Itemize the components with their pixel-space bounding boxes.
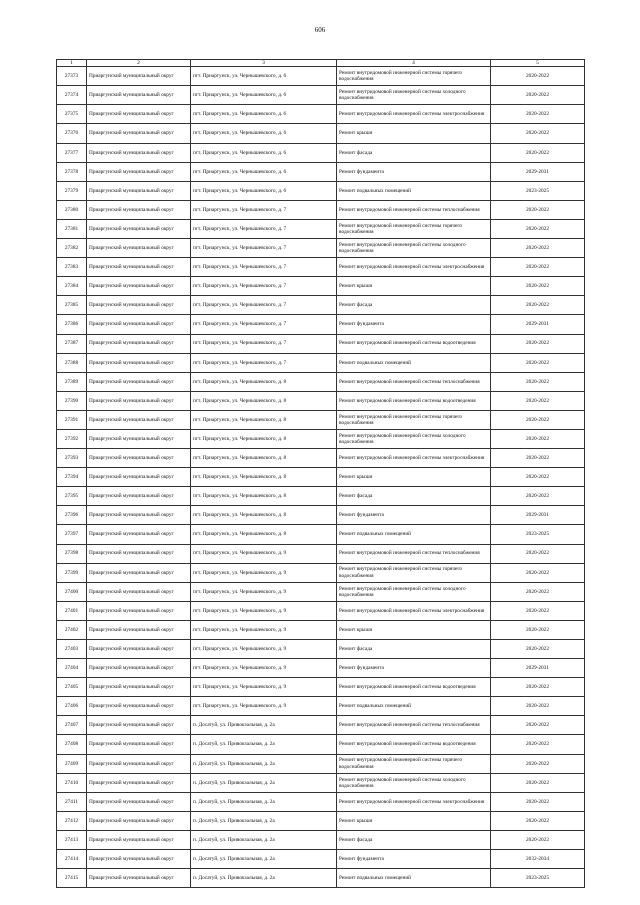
table-row	[57, 372, 585, 391]
municipality-cell: Приаргунский муниципальный округ	[87, 162, 191, 181]
address-cell: пгт. Приаргунск, ул. Чернышевского, д. 8	[191, 449, 337, 468]
row-number-cell: 27381	[57, 219, 87, 238]
work-type-cell: Ремонт внутридомовой инженерной системы холодного водоснабжения	[337, 429, 491, 448]
address-cell: п. Досатуй, ул. Привокзальная, д. 2а	[191, 850, 337, 869]
work-type-cell: Ремонт подвальных помещений	[337, 353, 491, 372]
work-type-cell: Ремонт внутридомовой инженерной системы горячего водоснабжения	[337, 563, 491, 582]
period-cell: 2029-2031	[491, 506, 585, 525]
address-cell: п. Досатуй, ул. Привокзальная, д. 2а	[191, 811, 337, 830]
municipality-cell: Приаргунский муниципальный округ	[87, 773, 191, 792]
work-type-cell: Ремонт внутридомовой инженерной системы теплоснабжения	[337, 544, 491, 563]
municipality-cell: Приаргунский муниципальный округ	[87, 143, 191, 162]
table-row	[57, 716, 585, 735]
period-cell: 2020-2022	[491, 353, 585, 372]
address-cell: пгт. Приаргунск, ул. Чернышевского, д. 7	[191, 200, 337, 219]
period-cell: 2023-2025	[491, 181, 585, 200]
municipality-cell: Приаргунский муниципальный округ	[87, 258, 191, 277]
period-cell: 2020-2022	[491, 105, 585, 124]
work-type-cell: Ремонт внутридомовой инженерной системы электроснабжения	[337, 601, 491, 620]
row-number-cell: 27393	[57, 449, 87, 468]
work-type-cell: Ремонт крыши	[337, 124, 491, 143]
table-row	[57, 792, 585, 811]
row-number-cell: 27405	[57, 678, 87, 697]
table-row	[57, 296, 585, 315]
work-type-cell: Ремонт крыши	[337, 620, 491, 639]
row-number-cell: 27390	[57, 391, 87, 410]
address-cell: пгт. Приаргунск, ул. Чернышевского, д. 9	[191, 544, 337, 563]
period-cell: 2029-2031	[491, 162, 585, 181]
row-number-cell: 27407	[57, 716, 87, 735]
period-cell: 2020-2022	[491, 410, 585, 429]
period-cell: 2020-2022	[491, 296, 585, 315]
address-cell: пгт. Приаргунск, ул. Чернышевского, д. 7	[191, 239, 337, 258]
table-row	[57, 315, 585, 334]
address-cell: пгт. Приаргунск, ул. Чернышевского, д. 8	[191, 391, 337, 410]
period-cell: 2020-2022	[491, 544, 585, 563]
table-row	[57, 124, 585, 143]
row-number-cell: 27374	[57, 86, 87, 105]
header-col-5: 5	[491, 60, 585, 67]
work-type-cell: Ремонт внутридомовой инженерной системы холодного водоснабжения	[337, 773, 491, 792]
municipality-cell: Приаргунский муниципальный округ	[87, 391, 191, 410]
address-cell: п. Досатуй, ул. Привокзальная, д. 2а	[191, 716, 337, 735]
municipality-cell: Приаргунский муниципальный округ	[87, 582, 191, 601]
row-number-cell: 27401	[57, 601, 87, 620]
municipality-cell: Приаргунский муниципальный округ	[87, 735, 191, 754]
table-row	[57, 811, 585, 830]
table-row	[57, 200, 585, 219]
row-number-cell: 27415	[57, 869, 87, 888]
table-row	[57, 735, 585, 754]
row-number-cell: 27377	[57, 143, 87, 162]
address-cell: пгт. Приаргунск, ул. Чернышевского, д. 7	[191, 296, 337, 315]
address-cell: пгт. Приаргунск, ул. Чернышевского, д. 7	[191, 277, 337, 296]
period-cell: 2020-2022	[491, 334, 585, 353]
table-row	[57, 850, 585, 869]
address-cell: пгт. Приаргунск, ул. Чернышевского, д. 9	[191, 601, 337, 620]
period-cell: 2020-2022	[491, 773, 585, 792]
table-row	[57, 258, 585, 277]
municipality-cell: Приаргунский муниципальный округ	[87, 468, 191, 487]
table-row	[57, 487, 585, 506]
work-type-cell: Ремонт фундамента	[337, 659, 491, 678]
table-row	[57, 334, 585, 353]
work-type-cell: Ремонт внутридомовой инженерной системы электроснабжения	[337, 792, 491, 811]
municipality-cell: Приаргунский муниципальный округ	[87, 525, 191, 544]
municipality-cell: Приаргунский муниципальный округ	[87, 697, 191, 716]
table-row	[57, 830, 585, 849]
work-type-cell: Ремонт внутридомовой инженерной системы холодного водоснабжения	[337, 582, 491, 601]
period-cell: 2020-2022	[491, 811, 585, 830]
address-cell: пгт. Приаргунск, ул. Чернышевского, д. 7	[191, 334, 337, 353]
header-col-1: 1	[57, 60, 87, 67]
table-row	[57, 219, 585, 238]
address-cell: пгт. Приаргунск, ул. Чернышевского, д. 6	[191, 124, 337, 143]
row-number-cell: 27400	[57, 582, 87, 601]
row-number-cell: 27396	[57, 506, 87, 525]
municipality-cell: Приаргунский муниципальный округ	[87, 296, 191, 315]
table-row	[57, 697, 585, 716]
address-cell: пгт. Приаргунск, ул. Чернышевского, д. 8	[191, 429, 337, 448]
address-cell: пгт. Приаргунск, ул. Чернышевского, д. 6	[191, 67, 337, 86]
municipality-cell: Приаргунский муниципальный округ	[87, 811, 191, 830]
municipality-cell: Приаргунский муниципальный округ	[87, 659, 191, 678]
row-number-cell: 27410	[57, 773, 87, 792]
period-cell: 2029-2031	[491, 659, 585, 678]
row-number-cell: 27387	[57, 334, 87, 353]
address-cell: пгт. Приаргунск, ул. Чернышевского, д. 9	[191, 563, 337, 582]
row-number-cell: 27376	[57, 124, 87, 143]
row-number-cell: 27395	[57, 487, 87, 506]
row-number-cell: 27373	[57, 67, 87, 86]
period-cell: 2020-2022	[491, 67, 585, 86]
period-cell: 2023-2025	[491, 869, 585, 888]
address-cell: пгт. Приаргунск, ул. Чернышевского, д. 9	[191, 678, 337, 697]
table-row	[57, 353, 585, 372]
row-number-cell: 27413	[57, 830, 87, 849]
period-cell: 2020-2022	[491, 468, 585, 487]
address-cell: пгт. Приаргунск, ул. Чернышевского, д. 8	[191, 506, 337, 525]
municipality-cell: Приаргунский муниципальный округ	[87, 219, 191, 238]
row-number-cell: 27402	[57, 620, 87, 639]
register-table	[56, 59, 585, 888]
address-cell: пгт. Приаргунск, ул. Чернышевского, д. 9	[191, 697, 337, 716]
period-cell: 2020-2022	[491, 86, 585, 105]
table-row	[57, 563, 585, 582]
period-cell: 2020-2022	[491, 582, 585, 601]
row-number-cell: 27404	[57, 659, 87, 678]
period-cell: 2020-2022	[491, 487, 585, 506]
work-type-cell: Ремонт внутридомовой инженерной системы горячего водоснабжения	[337, 754, 491, 773]
municipality-cell: Приаргунский муниципальный округ	[87, 640, 191, 659]
table-row	[57, 601, 585, 620]
address-cell: пгт. Приаргунск, ул. Чернышевского, д. 6	[191, 181, 337, 200]
period-cell: 2020-2022	[491, 200, 585, 219]
row-number-cell: 27406	[57, 697, 87, 716]
work-type-cell: Ремонт крыши	[337, 277, 491, 296]
table-row	[57, 181, 585, 200]
period-cell: 2020-2022	[491, 239, 585, 258]
municipality-cell: Приаргунский муниципальный округ	[87, 429, 191, 448]
period-cell: 2020-2022	[491, 563, 585, 582]
work-type-cell: Ремонт внутридомовой инженерной системы электроснабжения	[337, 105, 491, 124]
work-type-cell: Ремонт внутридомовой инженерной системы горячего водоснабжения	[337, 219, 491, 238]
work-type-cell: Ремонт внутридомовой инженерной системы теплоснабжения	[337, 716, 491, 735]
work-type-cell: Ремонт подвальных помещений	[337, 869, 491, 888]
municipality-cell: Приаргунский муниципальный округ	[87, 105, 191, 124]
work-type-cell: Ремонт фасада	[337, 143, 491, 162]
table-row	[57, 468, 585, 487]
row-number-cell: 27375	[57, 105, 87, 124]
municipality-cell: Приаргунский муниципальный округ	[87, 334, 191, 353]
address-cell: пгт. Приаргунск, ул. Чернышевского, д. 8	[191, 525, 337, 544]
period-cell: 2020-2022	[491, 449, 585, 468]
period-cell: 2020-2022	[491, 754, 585, 773]
municipality-cell: Приаргунский муниципальный округ	[87, 869, 191, 888]
row-number-cell: 27384	[57, 277, 87, 296]
row-number-cell: 27380	[57, 200, 87, 219]
table-row	[57, 525, 585, 544]
row-number-cell: 27398	[57, 544, 87, 563]
address-cell: п. Досатуй, ул. Привокзальная, д. 2а	[191, 869, 337, 888]
row-number-cell: 27391	[57, 410, 87, 429]
work-type-cell: Ремонт внутридомовой инженерной системы электроснабжения	[337, 449, 491, 468]
row-number-cell: 27411	[57, 792, 87, 811]
table-row	[57, 582, 585, 601]
municipality-cell: Приаргунский муниципальный округ	[87, 620, 191, 639]
row-number-cell: 27414	[57, 850, 87, 869]
table-row	[57, 239, 585, 258]
address-cell: пгт. Приаргунск, ул. Чернышевского, д. 9	[191, 582, 337, 601]
table-row	[57, 659, 585, 678]
municipality-cell: Приаргунский муниципальный округ	[87, 239, 191, 258]
municipality-cell: Приаргунский муниципальный округ	[87, 563, 191, 582]
work-type-cell: Ремонт внутридомовой инженерной системы холодного водоснабжения	[337, 239, 491, 258]
municipality-cell: Приаргунский муниципальный округ	[87, 124, 191, 143]
page-number: 606	[314, 26, 326, 34]
municipality-cell: Приаргунский муниципальный округ	[87, 353, 191, 372]
address-cell: п. Досатуй, ул. Привокзальная, д. 2а	[191, 792, 337, 811]
work-type-cell: Ремонт подвальных помещений	[337, 697, 491, 716]
municipality-cell: Приаргунский муниципальный округ	[87, 277, 191, 296]
work-type-cell: Ремонт внутридомовой инженерной системы холодного водоснабжения	[337, 86, 491, 105]
work-type-cell: Ремонт внутридомовой инженерной системы водоотведения	[337, 735, 491, 754]
row-number-cell: 27394	[57, 468, 87, 487]
municipality-cell: Приаргунский муниципальный округ	[87, 792, 191, 811]
period-cell: 2020-2022	[491, 429, 585, 448]
work-type-cell: Ремонт внутридомовой инженерной системы теплоснабжения	[337, 200, 491, 219]
address-cell: пгт. Приаргунск, ул. Чернышевского, д. 8	[191, 468, 337, 487]
row-number-cell: 27412	[57, 811, 87, 830]
header-col-4: 4	[337, 60, 491, 67]
row-number-cell: 27409	[57, 754, 87, 773]
row-number-cell: 27385	[57, 296, 87, 315]
address-cell: п. Досатуй, ул. Привокзальная, д. 2а	[191, 735, 337, 754]
work-type-cell: Ремонт фасада	[337, 487, 491, 506]
work-type-cell: Ремонт внутридомовой инженерной системы горячего водоснабжения	[337, 67, 491, 86]
table-row	[57, 105, 585, 124]
row-number-cell: 27383	[57, 258, 87, 277]
municipality-cell: Приаргунский муниципальный округ	[87, 449, 191, 468]
period-cell: 2020-2022	[491, 830, 585, 849]
work-type-cell: Ремонт крыши	[337, 811, 491, 830]
period-cell: 2020-2022	[491, 620, 585, 639]
period-cell: 2020-2022	[491, 716, 585, 735]
row-number-cell: 27403	[57, 640, 87, 659]
period-cell: 2020-2022	[491, 601, 585, 620]
row-number-cell: 27408	[57, 735, 87, 754]
period-cell: 2020-2022	[491, 697, 585, 716]
period-cell: 2020-2022	[491, 277, 585, 296]
table-header-row	[57, 60, 585, 67]
row-number-cell: 27382	[57, 239, 87, 258]
period-cell: 2023-2025	[491, 525, 585, 544]
address-cell: п. Досатуй, ул. Привокзальная, д. 2а	[191, 830, 337, 849]
period-cell: 2020-2022	[491, 258, 585, 277]
work-type-cell: Ремонт фундамента	[337, 506, 491, 525]
municipality-cell: Приаргунский муниципальный округ	[87, 86, 191, 105]
work-type-cell: Ремонт внутридомовой инженерной системы электроснабжения	[337, 258, 491, 277]
address-cell: пгт. Приаргунск, ул. Чернышевского, д. 6	[191, 143, 337, 162]
work-type-cell: Ремонт внутридомовой инженерной системы теплоснабжения	[337, 372, 491, 391]
municipality-cell: Приаргунский муниципальный округ	[87, 67, 191, 86]
row-number-cell: 27379	[57, 181, 87, 200]
work-type-cell: Ремонт фасада	[337, 830, 491, 849]
municipality-cell: Приаргунский муниципальный округ	[87, 754, 191, 773]
work-type-cell: Ремонт внутридомовой инженерной системы горячего водоснабжения	[337, 410, 491, 429]
address-cell: пгт. Приаргунск, ул. Чернышевского, д. 7	[191, 219, 337, 238]
address-cell: пгт. Приаргунск, ул. Чернышевского, д. 7	[191, 315, 337, 334]
table-body	[57, 60, 585, 888]
address-cell: пгт. Приаргунск, ул. Чернышевского, д. 7	[191, 353, 337, 372]
row-number-cell: 27388	[57, 353, 87, 372]
row-number-cell: 27378	[57, 162, 87, 181]
work-type-cell: Ремонт фундамента	[337, 315, 491, 334]
municipality-cell: Приаргунский муниципальный округ	[87, 200, 191, 219]
period-cell: 2020-2022	[491, 143, 585, 162]
row-number-cell: 27397	[57, 525, 87, 544]
address-cell: пгт. Приаргунск, ул. Чернышевского, д. 8	[191, 410, 337, 429]
period-cell: 2020-2022	[491, 640, 585, 659]
row-number-cell: 27389	[57, 372, 87, 391]
work-type-cell: Ремонт фасада	[337, 640, 491, 659]
table-row	[57, 429, 585, 448]
table-row	[57, 410, 585, 429]
period-cell: 2020-2022	[491, 678, 585, 697]
period-cell: 2020-2022	[491, 792, 585, 811]
address-cell: пгт. Приаргунск, ул. Чернышевского, д. 9	[191, 620, 337, 639]
table-row	[57, 86, 585, 105]
address-cell: пгт. Приаргунск, ул. Чернышевского, д. 6	[191, 162, 337, 181]
table-row	[57, 678, 585, 697]
row-number-cell: 27386	[57, 315, 87, 334]
table-row	[57, 391, 585, 410]
header-col-2: 2	[87, 60, 191, 67]
work-type-cell: Ремонт внутридомовой инженерной системы водоотведения	[337, 334, 491, 353]
table-row	[57, 67, 585, 86]
work-type-cell: Ремонт внутридомовой инженерной системы водоотведения	[337, 391, 491, 410]
table-row	[57, 506, 585, 525]
work-type-cell: Ремонт подвальных помещений	[337, 181, 491, 200]
table-row	[57, 754, 585, 773]
municipality-cell: Приаргунский муниципальный округ	[87, 601, 191, 620]
table-row	[57, 143, 585, 162]
municipality-cell: Приаргунский муниципальный округ	[87, 487, 191, 506]
municipality-cell: Приаргунский муниципальный округ	[87, 544, 191, 563]
period-cell: 2020-2022	[491, 219, 585, 238]
work-type-cell: Ремонт внутридомовой инженерной системы водоотведения	[337, 678, 491, 697]
table-row	[57, 869, 585, 888]
period-cell: 2020-2022	[491, 372, 585, 391]
address-cell: пгт. Приаргунск, ул. Чернышевского, д. 7	[191, 258, 337, 277]
address-cell: пгт. Приаргунск, ул. Чернышевского, д. 9	[191, 640, 337, 659]
table-row	[57, 773, 585, 792]
municipality-cell: Приаргунский муниципальный округ	[87, 830, 191, 849]
work-type-cell: Ремонт подвальных помещений	[337, 525, 491, 544]
table-row	[57, 640, 585, 659]
period-cell: 2020-2022	[491, 735, 585, 754]
row-number-cell: 27392	[57, 429, 87, 448]
municipality-cell: Приаргунский муниципальный округ	[87, 678, 191, 697]
municipality-cell: Приаргунский муниципальный округ	[87, 372, 191, 391]
work-type-cell: Ремонт фундамента	[337, 850, 491, 869]
table-row	[57, 277, 585, 296]
table-row	[57, 620, 585, 639]
table-row	[57, 449, 585, 468]
address-cell: п. Досатуй, ул. Привокзальная, д. 2а	[191, 773, 337, 792]
table-row	[57, 544, 585, 563]
period-cell: 2020-2022	[491, 124, 585, 143]
address-cell: пгт. Приаргунск, ул. Чернышевского, д. 6	[191, 105, 337, 124]
work-type-cell: Ремонт фасада	[337, 296, 491, 315]
address-cell: п. Досатуй, ул. Привокзальная, д. 2а	[191, 754, 337, 773]
period-cell: 2020-2022	[491, 391, 585, 410]
municipality-cell: Приаргунский муниципальный округ	[87, 181, 191, 200]
table-row	[57, 162, 585, 181]
address-cell: пгт. Приаргунск, ул. Чернышевского, д. 6	[191, 86, 337, 105]
address-cell: пгт. Приаргунск, ул. Чернышевского, д. 8	[191, 372, 337, 391]
municipality-cell: Приаргунский муниципальный округ	[87, 850, 191, 869]
header-col-3: 3	[191, 60, 337, 67]
address-cell: пгт. Приаргунск, ул. Чернышевского, д. 8	[191, 487, 337, 506]
municipality-cell: Приаргунский муниципальный округ	[87, 410, 191, 429]
work-type-cell: Ремонт крыши	[337, 468, 491, 487]
period-cell: 2029-2031	[491, 315, 585, 334]
municipality-cell: Приаргунский муниципальный округ	[87, 315, 191, 334]
work-type-cell: Ремонт фундамента	[337, 162, 491, 181]
row-number-cell: 27399	[57, 563, 87, 582]
municipality-cell: Приаргунский муниципальный округ	[87, 716, 191, 735]
period-cell: 2032-2034	[491, 850, 585, 869]
municipality-cell: Приаргунский муниципальный округ	[87, 506, 191, 525]
address-cell: пгт. Приаргунск, ул. Чернышевского, д. 9	[191, 659, 337, 678]
